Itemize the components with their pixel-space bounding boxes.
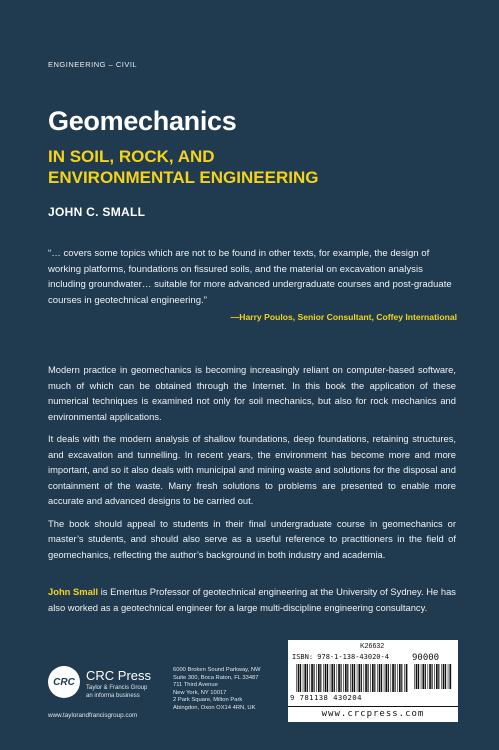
barcode-bar — [318, 664, 320, 692]
barcode-bar — [296, 664, 297, 692]
crc-logo-icon: CRC — [48, 666, 80, 698]
barcode-bar — [337, 664, 338, 692]
address-line: 6000 Broken Sound Parkway, NW — [173, 667, 261, 673]
barcode-bar — [379, 664, 381, 692]
barcode-bar — [372, 664, 374, 692]
barcode-bar — [401, 664, 402, 692]
barcode-bar — [358, 664, 360, 692]
barcode-bar — [384, 664, 385, 692]
address-line: New York, NY 10017 — [173, 689, 227, 696]
barcode-bar — [416, 664, 418, 689]
barcode-bar — [418, 664, 419, 689]
barcode-bar — [347, 664, 348, 692]
address-line: Suite 300, Boca Raton, FL 33487 — [173, 674, 259, 681]
barcode-bar — [374, 664, 375, 692]
barcode-bar — [392, 664, 394, 692]
barcode-bar — [320, 664, 321, 692]
publisher-informa: an informa business — [86, 693, 140, 699]
barcode-bar — [316, 664, 317, 692]
barcode-bar — [391, 664, 392, 692]
barcode-bar — [443, 664, 445, 689]
barcode-bar — [327, 664, 328, 692]
barcode-bar — [304, 664, 306, 692]
bio-author-name: John Small — [48, 586, 99, 597]
barcode-bar — [421, 664, 422, 689]
description — [48, 362, 456, 569]
barcode-bar — [436, 664, 438, 689]
subtitle-line-1: IN SOIL, ROCK, AND — [48, 147, 215, 166]
barcode-bar — [310, 664, 311, 692]
isbn-label: ISBN: 978-1-138-43020-4 — [292, 653, 389, 661]
barcode-bar — [323, 664, 324, 692]
barcode-panel — [288, 640, 458, 722]
publisher-logo — [48, 666, 168, 706]
quote-attribution: —Harry Poulos, Senior Consultant, Coffey International — [230, 312, 457, 322]
barcode-bar — [354, 664, 355, 692]
barcode-bar — [429, 664, 431, 689]
barcode-bar — [449, 664, 451, 689]
barcode-bar — [414, 664, 415, 689]
barcode-bar — [357, 664, 358, 692]
barcode-bar — [331, 664, 333, 692]
address-line: Abingdon, Oxon OX14 4RN, UK — [173, 704, 256, 711]
publisher-name: CRC Press — [86, 668, 152, 683]
barcode-bar — [397, 664, 398, 692]
barcode-bar — [445, 664, 446, 689]
description-paragraph: The book should appeal to students in their final undergraduate course in geomechanics or master’s students, and should also serve as a useful reference to practitioners in the field of geomechanics, reflecting the author’s background in both industry and academia. — [48, 517, 456, 560]
barcode-bar — [303, 664, 304, 692]
address-line: 2 Park Square, Milton Park — [173, 697, 243, 703]
barcode-bar — [330, 664, 331, 692]
barcode-bar — [428, 664, 429, 689]
barcode-bar — [385, 664, 387, 692]
barcode-bar — [422, 664, 424, 689]
barcode-bar — [404, 664, 405, 692]
barcode-bar — [338, 664, 340, 692]
barcode-bar — [361, 664, 362, 692]
barcode-bar — [377, 664, 378, 692]
category-label: ENGINEERING – CIVIL — [48, 60, 138, 69]
barcode-bar — [370, 664, 371, 692]
barcode-bar — [352, 664, 354, 692]
barcode-bar — [325, 664, 327, 692]
barcode-bar — [432, 664, 433, 689]
publisher-subtitle — [86, 684, 147, 700]
description-paragraph: It deals with the modern analysis of shallow foundations, deep foundations, retaining structures, and excavation and tunnelling. In recent years, the environment has become more and more important, and so it also deals with municipal and mining waste and solutions for the disposal and containment of the waste. Many fresh solutions to problems are presented to enable more accurate and advanced designs to be carried out. — [48, 433, 456, 506]
barcode-bar — [381, 664, 382, 692]
barcode-bar — [395, 664, 396, 692]
barcode-bar — [448, 664, 449, 689]
barcode-bar — [341, 664, 342, 692]
barcode-bar — [406, 664, 408, 692]
book-title: Geomechanics — [48, 106, 237, 136]
barcode-bar — [364, 664, 365, 692]
barcode-bar — [334, 664, 335, 692]
barcode-bar — [311, 664, 313, 692]
barcode-bar — [441, 664, 442, 689]
crc-website: www.crcpress.com — [288, 706, 458, 719]
addon-barcode — [414, 664, 452, 689]
bio-text: is Emeritus Professor of geotechnical engineering at the University of Sydney. He has also worked as a geotechnical engineer for a large multi-discipline engineering consultancy. — [48, 586, 456, 613]
barcode-bar — [425, 664, 426, 689]
barcode-bar — [343, 664, 344, 692]
barcode-bar — [307, 664, 308, 692]
barcode-bar — [388, 664, 389, 692]
barcode-bar — [298, 664, 300, 692]
book-subtitle — [48, 146, 468, 188]
catalog-code: K26632 — [360, 643, 385, 650]
review-quote: “… covers some topics which are not to be found in other texts, for example, the design of working platforms, foundations on fissured soils, and the material on excavation analysis including groundwater… suitable for more advanced undergraduate courses and post-graduate courses in geotechnical engineering.” — [48, 248, 452, 306]
barcode-bar — [399, 664, 401, 692]
barcode-bar — [434, 664, 435, 689]
publisher-address — [173, 667, 273, 712]
subtitle-line-2: ENVIRONMENTAL ENGINEERING — [48, 168, 319, 187]
ean-barcode — [296, 664, 408, 692]
publisher-website: www.taylorandfrancisgroup.com — [48, 712, 138, 719]
barcode-bar — [314, 664, 315, 692]
barcode-bar — [350, 664, 351, 692]
description-paragraph: Modern practice in geomechanics is becoming increasingly reliant on computer-based software, much of which can be obtained through the Internet. In this book the application of these numerical techniques is examined not only for soil mechanics, but also for rock mechanics and environmental applications. — [48, 364, 456, 422]
barcode-bar — [345, 664, 347, 692]
author-name: JOHN C. SMALL — [48, 205, 146, 219]
address-line: 711 Third Avenue — [173, 682, 218, 688]
barcode-bar — [300, 664, 301, 692]
ean-digits: 9 781138 430204 — [290, 693, 362, 702]
barcode-bar — [438, 664, 439, 689]
author-bio — [48, 584, 456, 615]
barcode-bar — [365, 664, 367, 692]
barcode-bar — [368, 664, 369, 692]
price-code: 90000 — [412, 653, 440, 663]
publisher-group: Taylor & Francis Group — [86, 685, 148, 691]
